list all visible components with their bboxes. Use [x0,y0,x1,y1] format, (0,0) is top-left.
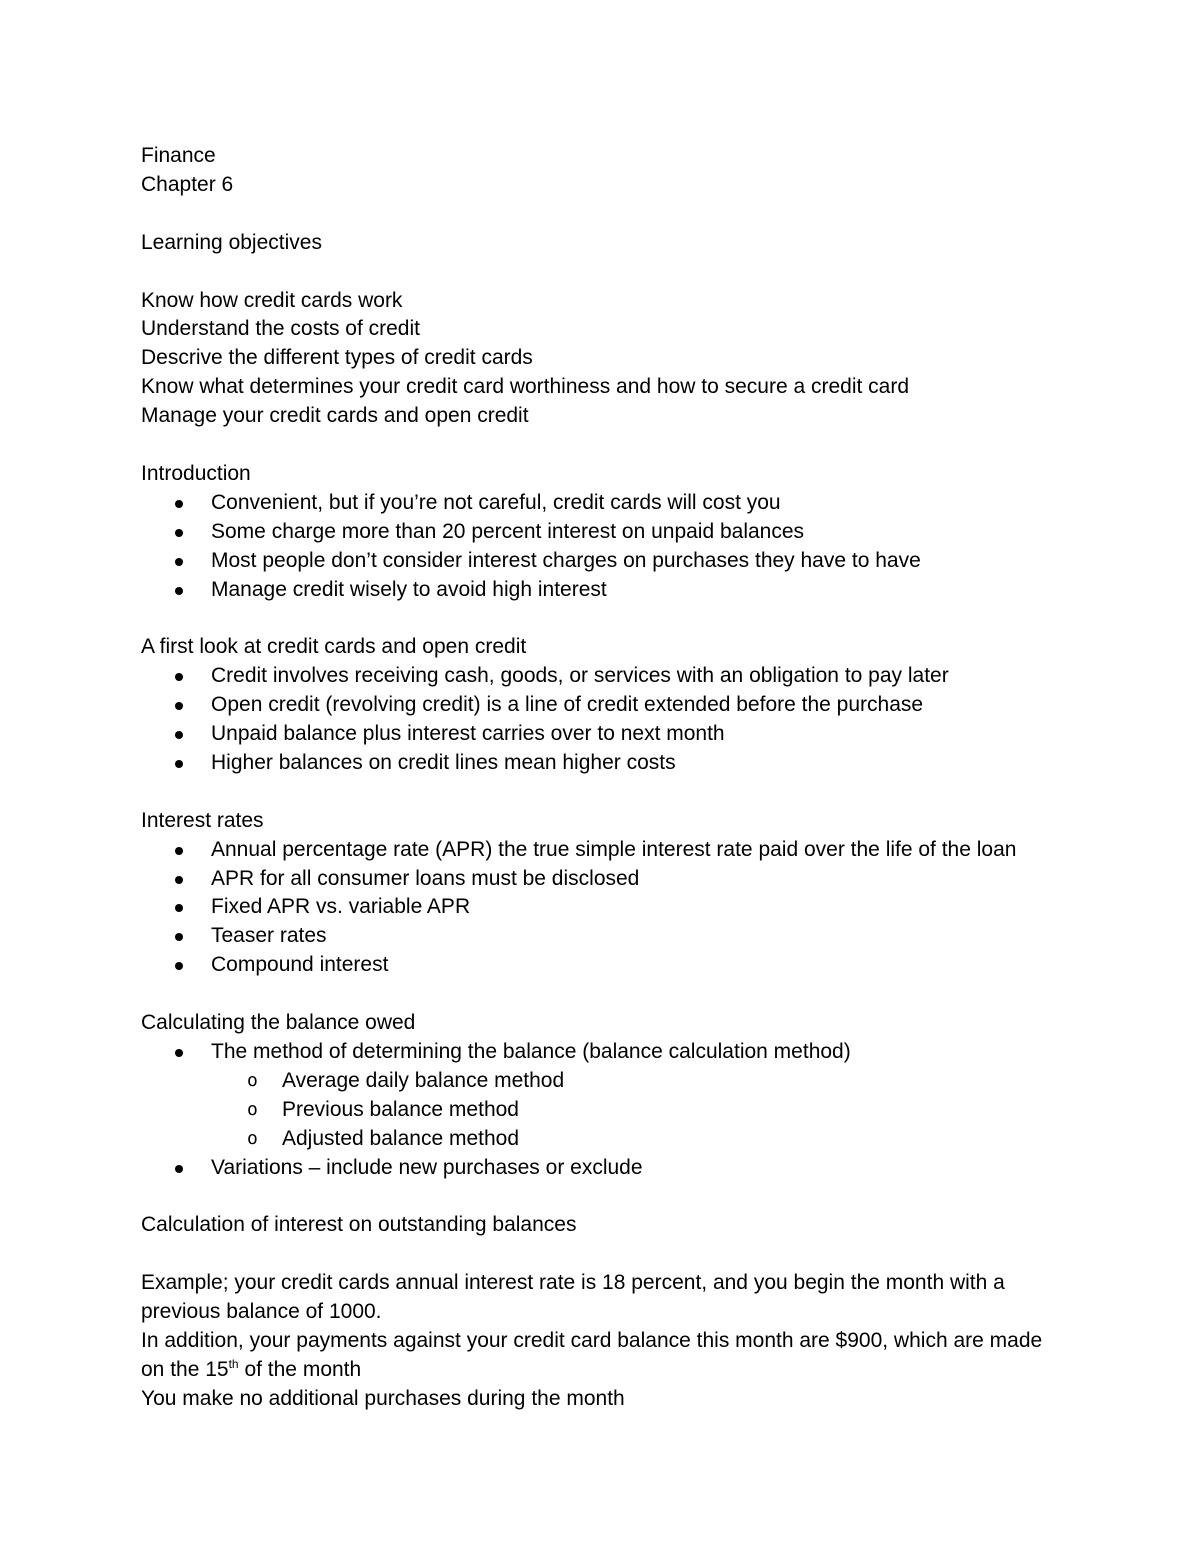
bullet-icon [175,673,183,681]
bullet-icon [175,529,183,537]
bullet-icon [175,904,183,912]
list-item: Compound interest [141,951,1071,980]
hollow-bullet-icon: o [247,1069,258,1091]
payment-paragraph: In addition, your payments against your credit card balance this month are $900, which are made on the 15th of the month [141,1329,1043,1381]
document-title: Finance [141,144,216,167]
introduction-list [141,489,1071,605]
bullet-icon [175,702,183,710]
list-item: Manage credit wisely to avoid high interest [141,576,1071,605]
example-paragraph: Example; your credit cards annual interest rate is 18 percent, and you begin the month with a previous balance of 1000. [141,1271,1005,1324]
interest-rates-heading: Interest rates [141,808,264,832]
sub-list-item: o Average daily balance method [141,1067,1071,1096]
list-item: Credit involves receiving cash, goods, or services with an obligation to pay later [141,662,1071,691]
list-item: The method of determining the balance (balance calculation method) [141,1038,1071,1067]
bullet-icon [175,500,183,508]
objective-item: Manage your credit cards and open credit [141,404,529,428]
list-item: Most people don’t consider interest charges on purchases they have to have [141,547,1071,576]
interest-rates-list [141,836,1071,981]
first-look-heading: A first look at credit cards and open credit [141,635,527,659]
list-item: APR for all consumer loans must be disclosed [141,865,1071,894]
list-item: Teaser rates [141,922,1071,951]
objective-item: Know how credit cards work [141,288,403,312]
bullet-icon [175,587,183,595]
bullet-icon [175,760,183,768]
hollow-bullet-icon: o [247,1127,258,1149]
bullet-icon [175,847,183,855]
list-item: Unpaid balance plus interest carries over to next month [141,720,1071,749]
chapter-label: Chapter 6 [141,172,234,196]
list-item: Open credit (revolving credit) is a line of credit extended before the purchase [141,691,1071,720]
list-item: Fixed APR vs. variable APR [141,893,1071,922]
list-item: Convenient, but if you’re not careful, credit cards will cost you [141,489,1071,518]
bullet-icon [175,962,183,970]
balance-methods-sublist [141,1067,1071,1154]
bullet-icon [175,933,183,941]
hollow-bullet-icon: o [247,1098,258,1120]
bullet-icon [175,558,183,566]
objective-item: Know what determines your credit card worthiness and how to secure a credit card [141,375,910,399]
purchases-paragraph: You make no additional purchases during the month [141,1386,625,1410]
bullet-icon [175,876,183,884]
objectives-heading: Learning objectives [141,230,322,254]
bullet-icon [175,1165,183,1173]
objective-item: Understand the costs of credit [141,317,420,341]
list-item: Variations – include new purchases or exclude [141,1154,1071,1183]
list-item: Higher balances on credit lines mean higher costs [141,749,1071,778]
introduction-heading: Introduction [141,461,251,485]
balance-owed-heading: Calculating the balance owed [141,1011,416,1035]
balance-owed-list-cont [141,1154,1071,1183]
list-item: Annual percentage rate (APR) the true simple interest rate paid over the life of the loan [141,836,1071,865]
document-page [141,142,1071,1414]
first-look-list [141,662,1071,778]
calc-interest-heading: Calculation of interest on outstanding balances [141,1213,577,1237]
balance-owed-list [141,1038,1071,1067]
list-item: Some charge more than 20 percent interest on unpaid balances [141,518,1071,547]
objective-item: Descrive the different types of credit cards [141,346,533,370]
bullet-icon [175,1049,183,1057]
sub-list-item: o Previous balance method [141,1096,1071,1125]
bullet-icon [175,731,183,739]
sub-list-item: o Adjusted balance method [141,1125,1071,1154]
